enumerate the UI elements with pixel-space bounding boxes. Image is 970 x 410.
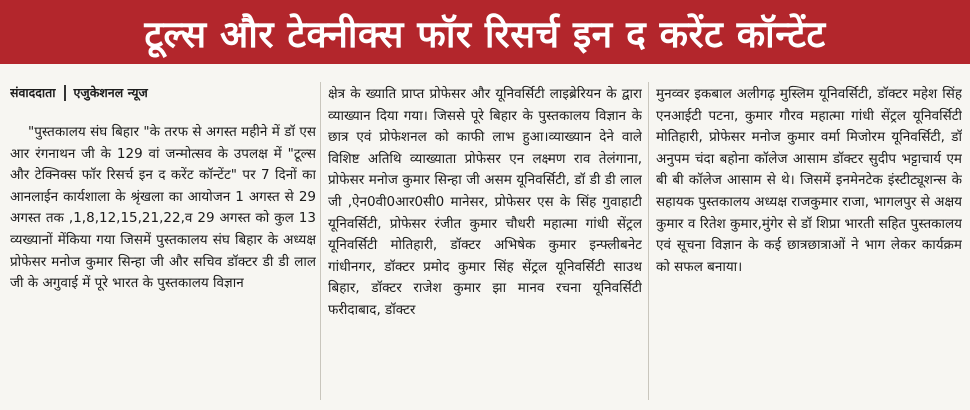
column-3-text: मुनव्वर इकबाल अलीगढ़ मुस्लिम यूनिवर्सिटी, डॉक्टर महेश सिंह एनआईटी पटना, कुमार गौरव महात्मा गांधी सेंट्रल यूनिवर्सिटी मोतिहारी, प्रोफेसर मनोज कुमार वर्मा मिजोरम यूनिवर्सिटी, डॉ अनुपम चंदा बहोना कॉलेज आसाम डॉक्टर सुदीप भट्टाचार्य एम बी बी कॉलेज आसाम से थे। जिसमें इनमेनटेक इंस्टीट्यूशन्स के सहायक पुस्तकालय अध्यक्ष राजकुमार राजा, भागलपुर से अक्षय कुमार व रितेश कुमार,मुंगेर से डॉ शिप्रा भारती सहित पुस्तकालय एवं सूचना विज्ञान के कई छात्रछात्राओं ने भाग लेकर कार्यक्रम को सफल बनाया। xyxy=(656,86,962,275)
byline-source: एजुकेशनल न्यूज xyxy=(73,85,148,101)
headline-text: टूल्स और टेक्नीक्स फॉर रिसर्च इन द करेंट कॉन्टेंट xyxy=(144,12,826,56)
headline-banner xyxy=(0,0,970,64)
column-divider xyxy=(648,82,649,400)
byline xyxy=(10,82,316,104)
byline-label: संवाददाता xyxy=(10,85,56,101)
column-2-text: क्षेत्र के ख्याति प्राप्त प्रोफेसर और यूनिवर्सिटी लाइब्रेरियन के द्वारा व्याख्यान दिया गया। जिससे पूरे बिहार के पुस्तकालय विज्ञान के छात्र एवं प्रोफेशनल को काफी लाभ हुआ।व्याख्यान देने वाले विशिष्ट अतिथि व्याख्याता प्रोफेसर एन लक्ष्मण राव तेलंगाना, प्रोफेसर मनोज कुमार सिन्हा जी असम यूनिवर्सिटी, डॉ डी डी लाल जी ,ऐन0वी0आर0सी0 मानेसर, प्रोफेसर एस के सिंह गुवाहाटी यूनिवर्सिटी, प्रोफेसर रंजीत कुमार चौधरी महात्मा गांधी सेंट्रल यूनिवर्सिटी मोतिहारी, डॉक्टर अभिषेक कुमार इन्फ्लीबनेट गांधीनगर, डॉक्टर प्रमोद कुमार सिंह सेंट्रल यूनिवर्सिटी साउथ बिहार, डॉक्टर राजेश कुमार झा मानव रचना यूनिवर्सिटी फरीदाबाद, डॉक्टर xyxy=(328,86,642,318)
column-1-text: "पुस्तकालय संघ बिहार "के तरफ से अगस्त महीने में डॉ एस आर रंगनाथन जी के 129 वां जन्मोत्सव के उपलक्ष में "टूल्स और टेक्निक्स फॉर रिसर्च इन द करेंट कॉन्टेंट" पर 7 दिनों का आनलाईन कार्यशाला के श्रृंखला का आयोजन 1 अगस्त से 29 अगस्त तक ,1,8,12,15,21,22,व 29 अगस्त को कुल 13 व्यख्यानों मेंकिया गया जिसमें पुस्तकालय संघ बिहार के अध्यक्ष प्रोफेसर मनोज कुमार सिन्हा जी और सचिव डॉक्टर डी डी लाल जी के अगुवाई में पूरे भारत के पुस्तकालय विज्ञान xyxy=(10,124,316,292)
article-column-1 xyxy=(10,82,316,404)
article-column-2 xyxy=(328,84,642,406)
column-divider xyxy=(320,82,321,400)
article-column-3 xyxy=(656,84,962,406)
byline-separator xyxy=(64,85,66,101)
